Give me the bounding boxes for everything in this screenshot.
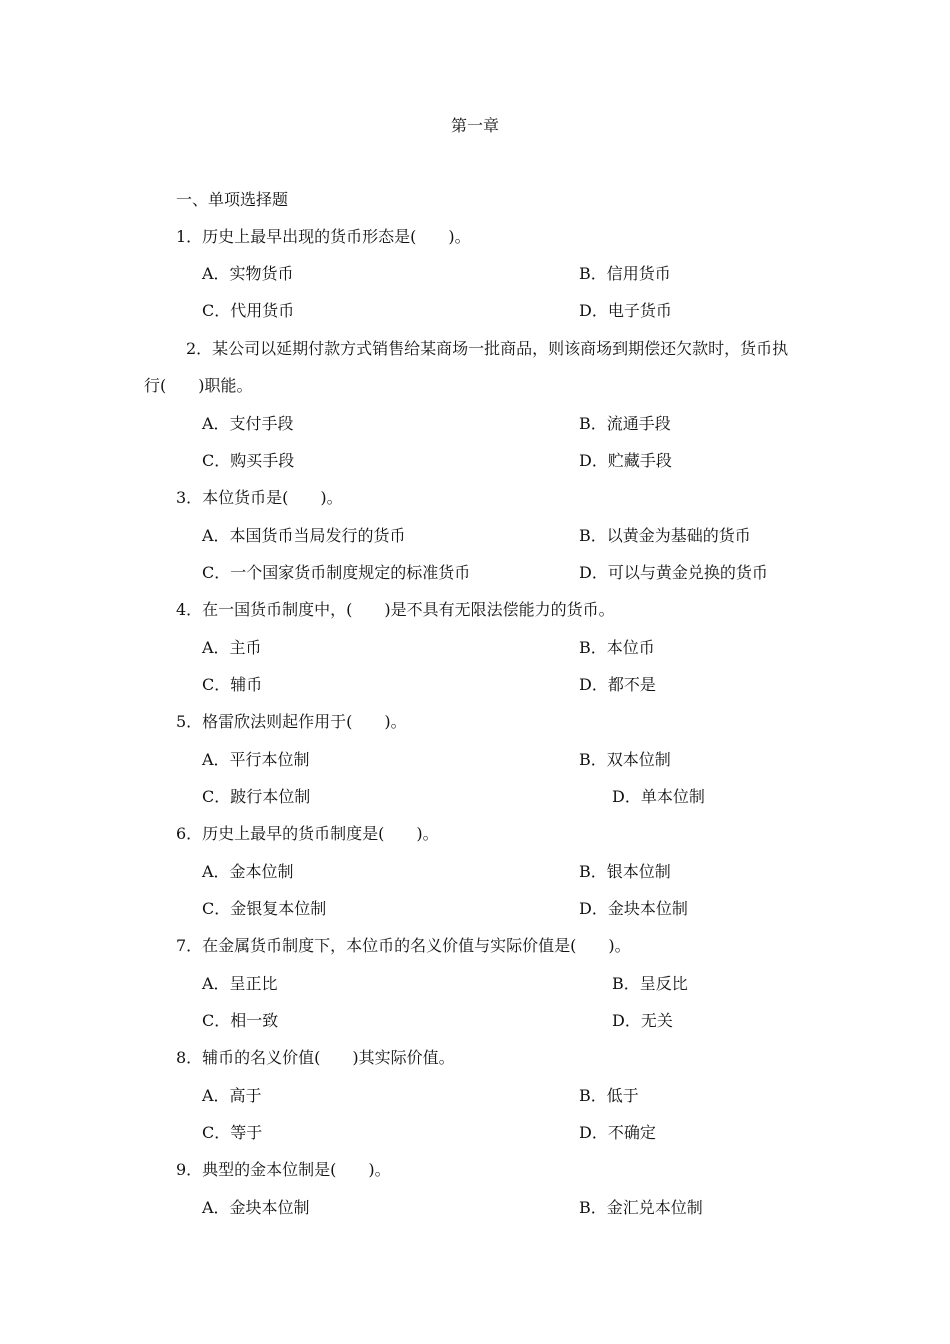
option-b: B．低于 xyxy=(579,1086,639,1105)
option-b: B．本位币 xyxy=(579,638,655,657)
question-stem: 4．在一国货币制度中，( )是不具有无限法偿能力的货币。 xyxy=(176,600,615,619)
option-a: A．高于 xyxy=(202,1086,262,1105)
option-a: A．平行本位制 xyxy=(202,750,310,769)
question-stem: 8．辅币的名义价值( )其实际价值。 xyxy=(176,1048,455,1067)
option-d: D．都不是 xyxy=(579,675,656,694)
question-stem: 7．在金属货币制度下，本位币的名义价值与实际价值是( )。 xyxy=(176,936,631,955)
option-c: C．金银复本位制 xyxy=(202,899,327,918)
question-stem: 1．历史上最早出现的货币形态是( )。 xyxy=(176,227,471,246)
option-b: B．呈反比 xyxy=(612,974,688,993)
option-b: B．流通手段 xyxy=(579,414,671,433)
option-d: D．电子货币 xyxy=(579,301,672,320)
option-b: B．双本位制 xyxy=(579,750,671,769)
option-d: D．金块本位制 xyxy=(579,899,688,918)
option-c: C．购买手段 xyxy=(202,451,295,470)
section-title: 一、单项选择题 xyxy=(176,190,289,209)
question-stem-line-2: 行( )职能。 xyxy=(144,376,253,395)
option-c: C．跛行本位制 xyxy=(202,787,311,806)
question-stem: 9．典型的金本位制是( )。 xyxy=(176,1160,391,1179)
option-b: B．以黄金为基础的货币 xyxy=(579,526,751,545)
question-stem-line-1: 2．某公司以延期付款方式销售给某商场一批商品，则该商场到期偿还欠款时，货币执 xyxy=(186,339,789,358)
option-a: A．支付手段 xyxy=(202,414,294,433)
option-d: D．贮藏手段 xyxy=(579,451,672,470)
question-stem: 5．格雷欣法则起作用于( )。 xyxy=(176,712,407,731)
option-d: D．不确定 xyxy=(579,1123,656,1142)
option-b: B．银本位制 xyxy=(579,862,671,881)
option-a: A．金本位制 xyxy=(202,862,294,881)
option-d: D．单本位制 xyxy=(612,787,705,806)
option-d: D．可以与黄金兑换的货币 xyxy=(579,563,768,582)
chapter-title: 第一章 xyxy=(450,116,499,135)
option-c: C．辅币 xyxy=(202,675,263,694)
option-a: A．本国货币当局发行的货币 xyxy=(202,526,406,545)
option-c: C．相一致 xyxy=(202,1011,279,1030)
option-a: A．金块本位制 xyxy=(202,1198,310,1217)
option-a: A．实物货币 xyxy=(202,264,294,283)
option-b: B．金汇兑本位制 xyxy=(579,1198,703,1217)
option-b: B．信用货币 xyxy=(579,264,671,283)
option-d: D．无关 xyxy=(612,1011,673,1030)
option-c: C．代用货币 xyxy=(202,301,295,320)
question-stem: 3．本位货币是( )。 xyxy=(176,488,343,507)
option-a: A．主币 xyxy=(202,638,262,657)
option-a: A．呈正比 xyxy=(202,974,278,993)
option-c: C．一个国家货币制度规定的标准货币 xyxy=(202,563,471,582)
option-c: C．等于 xyxy=(202,1123,263,1142)
question-stem: 6．历史上最早的货币制度是( )。 xyxy=(176,824,439,843)
